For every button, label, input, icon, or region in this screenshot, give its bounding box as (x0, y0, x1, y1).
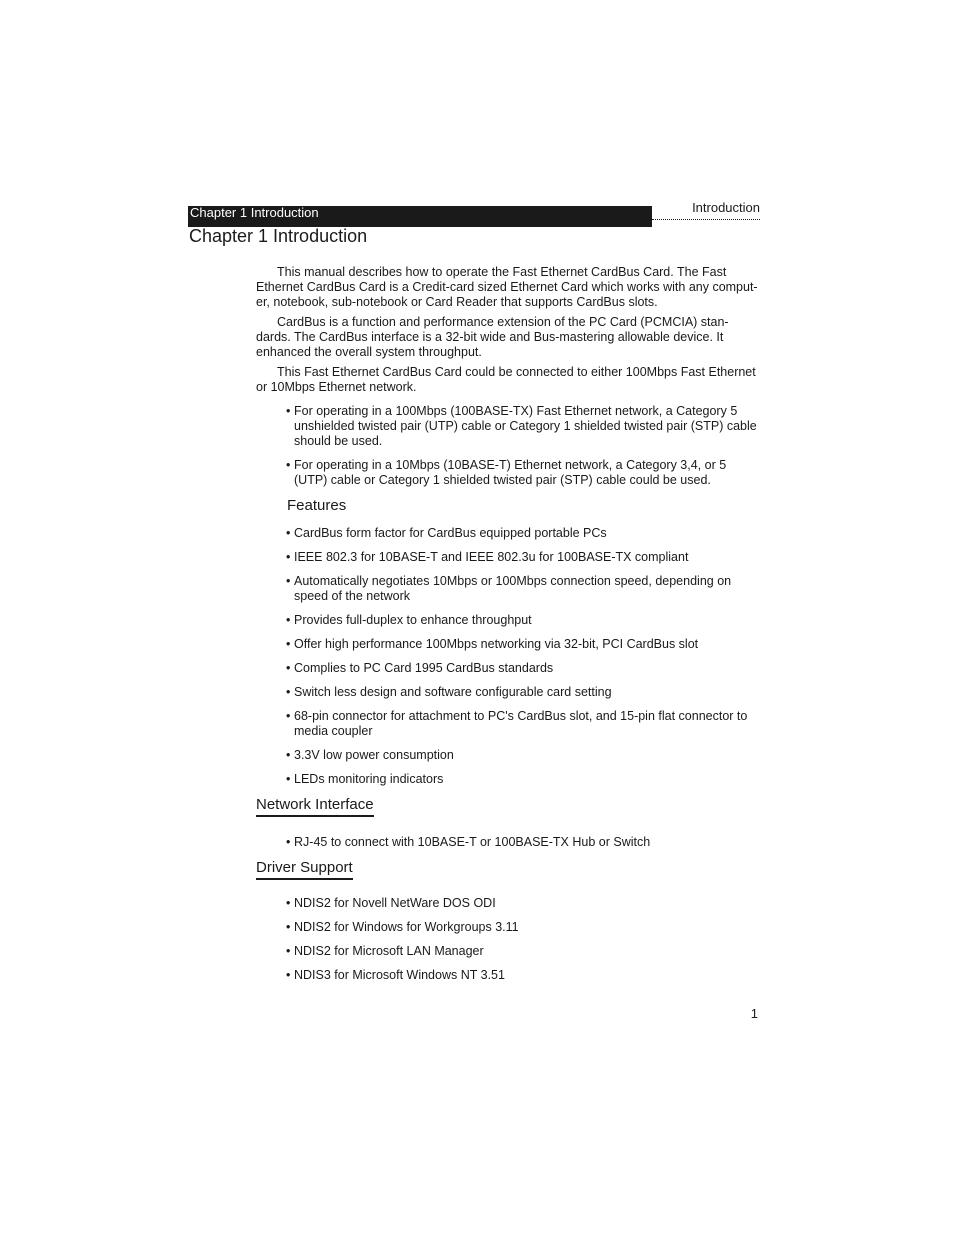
intro-paragraph: CardBus is a function and performance extension of the PC Card (PCMCIA) stan-dards. The CardBus interface is a 32-bit wide and Bus-mastering allowable device. It enhanced the overall system throughput. (256, 315, 729, 359)
page-number: 1 (750, 1006, 758, 1021)
list-item: • For operating in a 100Mbps (100BASE-TX) Fast Ethernet network, a Category 5 unshielded twisted pair (UTP) cable or Category 1 shielded twisted pair (STP) cable should be used. (256, 404, 761, 449)
network-interface-section (256, 796, 761, 850)
driver-support-list (256, 896, 761, 983)
intro-paragraph: This manual describes how to operate the Fast Ethernet CardBus Card. The Fast Ethernet CardBus Card is a Credit-card sized Ethernet Card which works with any comput-er, notebook, sub-notebook or Card Reader that supports CardBus slots. (256, 265, 758, 309)
features-heading: Features (287, 497, 347, 514)
list-item: • Automatically negotiates 10Mbps or 100Mbps connection speed, depending on speed of the network (256, 574, 761, 604)
features-list (256, 526, 761, 787)
network-interface-heading: Network Interface (256, 796, 374, 817)
list-item: • Offer high performance 100Mbps networking via 32-bit, PCI CardBus slot (256, 637, 761, 652)
list-item: • NDIS2 for Microsoft LAN Manager (256, 944, 761, 959)
running-head: Introduction (652, 200, 760, 220)
list-item: • NDIS3 for Microsoft Windows NT 3.51 (256, 968, 761, 983)
list-item: • NDIS2 for Windows for Workgroups 3.11 (256, 920, 761, 935)
page-body (256, 265, 761, 992)
list-item: • Provides full-duplex to enhance throughput (256, 613, 761, 628)
list-item: • Switch less design and software configurable card setting (256, 685, 761, 700)
list-item: • LEDs monitoring indicators (256, 772, 761, 787)
chapter-header-bar: Chapter 1 Introduction (188, 206, 652, 227)
list-item: • RJ-45 to connect with 10BASE-T or 100BASE-TX Hub or Switch (256, 835, 761, 850)
list-item: • 68-pin connector for attachment to PC's CardBus slot, and 15-pin flat connector to media coupler (256, 709, 761, 739)
list-item: • For operating in a 10Mbps (10BASE-T) Ethernet network, a Category 3,4, or 5 (UTP) cable or Category 1 shielded twisted pair (STP) cable could be used. (256, 458, 761, 488)
list-item: • 3.3V low power consumption (256, 748, 761, 763)
intro-paragraph: This Fast Ethernet CardBus Card could be connected to either 100Mbps Fast Ethernet or 10Mbps Ethernet network. (256, 365, 756, 394)
list-item: • NDIS2 for Novell NetWare DOS ODI (256, 896, 761, 911)
list-item: • IEEE 802.3 for 10BASE-T and IEEE 802.3u for 100BASE-TX compliant (256, 550, 761, 565)
driver-support-section (256, 859, 761, 983)
network-interface-list (256, 835, 761, 850)
list-item: • CardBus form factor for CardBus equipped portable PCs (256, 526, 761, 541)
list-item: • Complies to PC Card 1995 CardBus standards (256, 661, 761, 676)
cable-requirements-list (256, 404, 761, 488)
page-title: Chapter 1 Introduction (189, 226, 368, 246)
driver-support-heading: Driver Support (256, 859, 353, 880)
